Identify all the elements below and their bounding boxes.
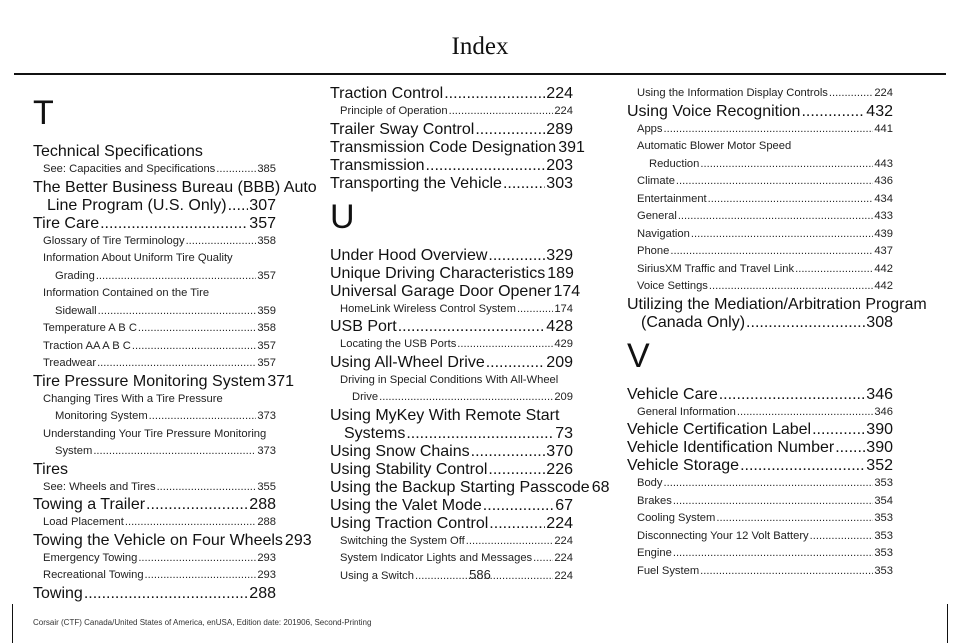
page-reference[interactable]: 226 [546, 460, 573, 478]
dot-leader [533, 550, 553, 568]
entry-text: Load Placement [43, 516, 124, 528]
entry-text: Cooling System [637, 512, 716, 524]
entry-text: Vehicle Identification Number [627, 439, 835, 456]
dot-leader [673, 493, 874, 511]
entry-text: Using the Backup Starting Passcode [330, 478, 590, 496]
page-reference[interactable]: 224 [554, 534, 573, 547]
page-reference[interactable]: 352 [866, 457, 893, 474]
footer-text: Corsair (CTF) Canada/United States of America, enUSA, Edition date: 201906, Second-Printing [33, 618, 372, 627]
index-entry[interactable] [330, 121, 573, 139]
page-reference[interactable]: 373 [257, 410, 276, 422]
index-subentry[interactable] [33, 426, 276, 461]
page-reference[interactable]: 357 [257, 357, 276, 369]
entry-text: Emergency Towing [43, 551, 138, 564]
dot-leader [517, 301, 553, 319]
page-reference[interactable]: 359 [257, 304, 276, 317]
index-entry[interactable] [330, 157, 573, 175]
page-reference[interactable]: 189 [547, 264, 574, 282]
page-reference[interactable]: 288 [257, 516, 276, 528]
page-reference[interactable]: 429 [554, 338, 573, 350]
entry-text: Universal Garage Door Opener [330, 282, 552, 300]
page-reference[interactable]: 443 [874, 157, 893, 170]
dot-leader [488, 247, 545, 265]
dot-leader [483, 497, 554, 515]
index-entry[interactable] [33, 372, 295, 391]
dot-leader [96, 268, 257, 286]
entry-text: USB Port [330, 318, 397, 335]
entry-text: Technical Specifications [33, 143, 203, 160]
index-entry[interactable] [33, 531, 312, 550]
entry-text: The Better Business Bureau (BBB) Auto [33, 178, 317, 196]
index-column-3 [627, 85, 927, 580]
entry-text: Tire Care [33, 214, 100, 232]
dot-leader [216, 161, 256, 179]
dot-leader [475, 121, 545, 139]
dot-leader [716, 510, 873, 528]
page-reference[interactable]: 436 [874, 175, 893, 187]
page-reference[interactable]: 289 [546, 120, 573, 138]
dot-leader [709, 278, 873, 296]
dot-leader [488, 461, 545, 479]
dot-leader [708, 191, 874, 209]
index-entry[interactable] [330, 443, 573, 461]
page-reference[interactable]: 224 [546, 85, 573, 102]
index-subentry[interactable] [33, 550, 276, 568]
dot-leader [746, 314, 865, 332]
page-reference[interactable]: 385 [257, 163, 276, 175]
entry-text: Transmission [330, 156, 425, 174]
entry-text: Temperature A B C [43, 322, 137, 334]
entry-text: Understanding Your Tire Pressure Monitoring [43, 427, 267, 440]
index-subentry[interactable] [627, 475, 893, 493]
entry-text: System Indicator Lights and Messages [340, 552, 533, 564]
entry-text: Line Program (U.S. Only) [47, 196, 227, 214]
dot-leader [228, 197, 249, 215]
index-subentry[interactable] [33, 355, 276, 373]
index-subentry[interactable] [627, 493, 893, 511]
index-subentry[interactable] [627, 191, 893, 209]
entry-text: Trailer Sway Control [330, 120, 475, 138]
page-reference[interactable]: 174 [553, 282, 581, 300]
entry-text: Monitoring System [55, 410, 148, 422]
index-subentry[interactable] [33, 338, 276, 356]
dot-leader [466, 533, 554, 551]
page-reference[interactable]: 303 [546, 174, 573, 192]
index-subentry[interactable] [33, 285, 276, 320]
dot-leader [138, 320, 256, 338]
dot-leader [812, 421, 865, 439]
page-reference[interactable]: 353 [874, 512, 893, 524]
index-subentry[interactable] [627, 528, 893, 546]
index-subentry[interactable] [330, 372, 573, 407]
entry-text: Using Snow Chains [330, 442, 470, 460]
entry-text: Using the Information Display Controls [637, 87, 828, 99]
dot-leader [125, 514, 256, 532]
entry-text: Information About Uniform Tire Quality [43, 252, 233, 264]
index-subentry[interactable] [627, 404, 893, 422]
entry-text: Automatic Blower Motor Speed [637, 140, 792, 152]
dot-leader [486, 354, 546, 372]
dot-leader [503, 175, 545, 193]
page-reference[interactable]: 329 [546, 246, 573, 264]
dot-leader [84, 585, 248, 603]
index-subentry[interactable] [627, 85, 893, 103]
page-reference[interactable]: 357 [257, 269, 276, 282]
index-subentry[interactable] [330, 301, 573, 319]
entry-text: Transmission Code Designation [330, 138, 557, 156]
index-column-2 [330, 85, 610, 585]
index-entry[interactable] [330, 318, 573, 336]
page-reference[interactable]: 224 [546, 514, 573, 532]
entry-text: (Canada Only) [641, 313, 746, 331]
index-entry[interactable] [330, 175, 573, 193]
index-entry[interactable] [627, 457, 893, 475]
index-subentry[interactable] [627, 226, 893, 244]
dot-leader [801, 103, 865, 121]
dot-leader [449, 103, 554, 121]
dot-leader [444, 85, 545, 103]
entry-text: Tire Pressure Monitoring System [33, 372, 266, 390]
page-reference[interactable]: 371 [267, 372, 295, 390]
page-reference[interactable]: 353 [874, 477, 893, 489]
entry-text: General Information [637, 405, 736, 418]
entry-text: Driving in Special Conditions With All-Wheel [340, 373, 559, 386]
page-reference[interactable]: 437 [874, 245, 893, 257]
dot-leader [379, 389, 553, 407]
index-subentry[interactable] [33, 479, 276, 497]
page-reference[interactable]: 307 [249, 196, 276, 214]
page-reference[interactable]: 224 [554, 105, 573, 117]
index-entry[interactable] [330, 407, 573, 443]
page-reference[interactable]: 293 [257, 551, 276, 564]
index-subentry[interactable] [627, 208, 893, 226]
dot-leader [132, 338, 256, 356]
entry-text: Voice Settings [637, 280, 708, 292]
index-entry[interactable] [33, 496, 276, 514]
entry-text: Under Hood Overview [330, 246, 488, 264]
entry-text: Reduction [649, 157, 700, 170]
index-subentry[interactable] [33, 514, 276, 532]
entry-text: Utilizing the Mediation/Arbitration Program [627, 295, 927, 313]
page-reference[interactable]: 428 [546, 318, 573, 335]
entry-text: SiriusXM Traffic and Travel Link [637, 262, 795, 275]
index-subentry[interactable] [627, 121, 893, 139]
index-entry[interactable] [627, 295, 927, 332]
entry-text: General [637, 210, 677, 222]
dot-leader [138, 550, 256, 568]
index-entry[interactable] [627, 386, 893, 404]
index-entry[interactable] [33, 178, 317, 215]
index-subentry[interactable] [330, 533, 573, 551]
entry-text: See: Capacities and Specifications [43, 163, 216, 175]
index-entry[interactable] [330, 282, 581, 301]
index-subentry[interactable] [627, 278, 893, 296]
entry-text: Using Stability Control [330, 460, 488, 478]
page-reference[interactable]: 209 [554, 391, 573, 403]
index-subentry[interactable] [330, 103, 573, 121]
dot-leader [186, 233, 257, 251]
dot-leader [426, 157, 546, 175]
index-entry[interactable] [330, 478, 610, 497]
page-reference[interactable]: 293 [257, 569, 276, 581]
index-entry[interactable] [627, 421, 893, 439]
entry-text: See: Wheels and Tires [43, 480, 156, 493]
dot-leader [471, 443, 546, 461]
page-reference[interactable]: 68 [591, 478, 610, 496]
entry-text: Vehicle Storage [627, 457, 740, 474]
page-reference[interactable]: 442 [874, 262, 893, 275]
entry-text: Using a Switch [340, 569, 414, 582]
page-reference[interactable]: 288 [249, 584, 276, 602]
entry-text: Traction AA A B C [43, 339, 131, 352]
section-letter: T [33, 94, 54, 132]
index-entry[interactable] [330, 247, 573, 265]
page-title: Index [451, 33, 509, 60]
page-reference[interactable]: 390 [866, 421, 893, 438]
entry-text: Traction Control [330, 85, 444, 102]
entry-text: Using the Valet Mode [330, 496, 482, 514]
index-entry[interactable] [33, 585, 276, 603]
dot-leader [678, 208, 874, 226]
page-reference[interactable]: 432 [866, 102, 893, 120]
entry-text: HomeLink Wireless Control System [340, 302, 516, 315]
index-subentry[interactable] [33, 161, 276, 179]
entry-text: Grading [55, 269, 95, 282]
entry-text: Unique Driving Characteristics [330, 264, 546, 282]
index-entry[interactable] [33, 461, 276, 479]
entry-text: Tires [33, 460, 68, 478]
dot-leader [795, 261, 873, 279]
index-subentry[interactable] [33, 250, 276, 285]
entry-text: Information Contained on the Tire [43, 287, 210, 299]
dot-leader [829, 85, 873, 103]
index-subentry[interactable] [33, 320, 276, 338]
index-entry[interactable] [627, 103, 893, 121]
entry-text: Vehicle Certification Label [627, 421, 812, 438]
page-reference[interactable]: 434 [874, 192, 893, 205]
entry-text: Towing the Vehicle on Four Wheels [33, 531, 283, 549]
page-reference[interactable]: 442 [874, 280, 893, 292]
entry-text: Locating the USB Ports [340, 338, 457, 350]
page-reference[interactable]: 353 [874, 547, 893, 559]
dot-leader [398, 318, 546, 336]
entry-text: Switching the System Off [340, 534, 465, 547]
page-reference[interactable]: 354 [874, 494, 893, 507]
dot-leader [98, 303, 257, 321]
page-reference[interactable]: 174 [554, 302, 573, 315]
dot-leader [740, 457, 865, 475]
page-reference[interactable]: 308 [866, 313, 893, 331]
index-entry[interactable] [627, 439, 893, 457]
dot-leader [664, 475, 874, 493]
entry-text: Fuel System [637, 564, 700, 577]
dot-leader [664, 121, 874, 139]
entry-text: Changing Tires With a Tire Pressure [43, 392, 223, 405]
index-entry[interactable] [330, 138, 585, 157]
page-reference[interactable]: 358 [257, 322, 276, 334]
entry-text: Vehicle Care [627, 385, 718, 403]
page-reference[interactable]: 357 [249, 214, 276, 232]
dot-leader [719, 386, 866, 404]
entry-text: Using Traction Control [330, 514, 489, 532]
entry-text: Treadwear [43, 357, 97, 369]
entry-text: Apps [637, 122, 663, 135]
dot-leader [93, 443, 256, 461]
page-reference[interactable]: 346 [866, 385, 893, 403]
dot-leader [670, 243, 873, 261]
section-letter: V [627, 336, 650, 375]
entry-text: Navigation [637, 227, 690, 240]
entry-text: Transporting the Vehicle [330, 174, 502, 192]
index-entry[interactable] [330, 85, 573, 103]
entry-text: Using MyKey With Remote Start [330, 406, 560, 424]
page-reference[interactable]: 357 [257, 339, 276, 352]
index-entry[interactable] [330, 515, 573, 533]
entry-text: Drive [352, 391, 379, 403]
section-letter: U [330, 197, 355, 236]
index-subentry[interactable] [627, 138, 893, 173]
index-subentry[interactable] [627, 510, 893, 528]
page-number: 586 [469, 567, 491, 582]
page-reference[interactable]: 293 [284, 531, 312, 549]
entry-text: Phone [637, 245, 670, 257]
entry-text: Disconnecting Your 12 Volt Battery [637, 529, 809, 542]
index-entry[interactable] [33, 215, 276, 233]
page-reference[interactable]: 439 [874, 227, 893, 240]
entry-text: Entertainment [637, 192, 707, 205]
index-entry[interactable] [33, 143, 276, 161]
index-subentry[interactable] [627, 243, 893, 261]
entry-text: Principle of Operation [340, 105, 448, 117]
index-subentry[interactable] [33, 391, 276, 426]
crop-mark-right [947, 604, 948, 643]
index-entry[interactable] [330, 497, 573, 515]
page-reference[interactable]: 390 [866, 439, 893, 456]
page-reference[interactable]: 209 [546, 353, 573, 371]
page-reference[interactable]: 391 [558, 138, 585, 156]
dot-leader [489, 515, 545, 533]
index-subentry[interactable] [330, 336, 573, 354]
crop-mark-left [12, 604, 13, 643]
entry-text: Sidewall [55, 304, 97, 317]
entry-text: System [55, 445, 93, 457]
index-entry[interactable] [330, 265, 573, 283]
dot-leader [97, 355, 256, 373]
page-reference[interactable]: 224 [874, 87, 893, 99]
dot-leader [835, 439, 865, 457]
entry-text: Glossary of Tire Terminology [43, 234, 185, 247]
page-reference[interactable]: 203 [546, 156, 573, 174]
page-reference[interactable]: 288 [249, 496, 276, 513]
dot-leader [676, 173, 873, 191]
page-reference[interactable]: 224 [554, 569, 573, 582]
entry-text: Towing [33, 584, 83, 602]
dot-leader [149, 408, 257, 426]
index-entry[interactable] [330, 461, 573, 479]
dot-leader [673, 545, 873, 563]
page-reference[interactable]: 353 [874, 564, 893, 577]
dot-leader [810, 528, 874, 546]
page-reference[interactable]: 73 [555, 424, 573, 442]
dot-leader [691, 226, 873, 244]
index-subentry[interactable] [33, 233, 276, 251]
index-entry[interactable] [330, 354, 573, 372]
index-subentry[interactable] [627, 545, 893, 563]
dot-leader [737, 404, 873, 422]
page-reference[interactable]: 370 [546, 442, 573, 460]
page-reference[interactable]: 358 [257, 234, 276, 247]
page-reference[interactable]: 373 [257, 445, 276, 457]
entry-text: Engine [637, 547, 672, 559]
page-reference[interactable]: 441 [874, 122, 893, 135]
page-reference[interactable]: 224 [554, 552, 573, 564]
dot-leader [457, 336, 553, 354]
entry-text: Using Voice Recognition [627, 102, 801, 120]
page-reference[interactable]: 355 [257, 480, 276, 493]
page-reference[interactable]: 346 [874, 405, 893, 418]
dot-leader [157, 479, 257, 497]
dot-leader [700, 156, 873, 174]
entry-text: Brakes [637, 494, 672, 507]
entry-text: Body [637, 477, 663, 489]
dot-leader [406, 425, 554, 443]
entry-text: Recreational Towing [43, 569, 144, 581]
index-subentry[interactable] [330, 550, 573, 568]
index-subentry[interactable] [627, 261, 893, 279]
entry-text: Using All-Wheel Drive [330, 353, 485, 371]
entry-text: Systems [344, 424, 406, 442]
page-reference[interactable]: 433 [874, 210, 893, 222]
index-column-1 [33, 85, 317, 603]
dot-leader [100, 215, 248, 233]
page-reference[interactable]: 353 [874, 529, 893, 542]
header-rule [14, 73, 946, 75]
entry-text: Climate [637, 175, 675, 187]
index-subentry[interactable] [627, 173, 893, 191]
entry-text: Towing a Trailer [33, 496, 146, 513]
page-reference[interactable]: 67 [555, 496, 573, 514]
dot-leader [146, 496, 248, 514]
